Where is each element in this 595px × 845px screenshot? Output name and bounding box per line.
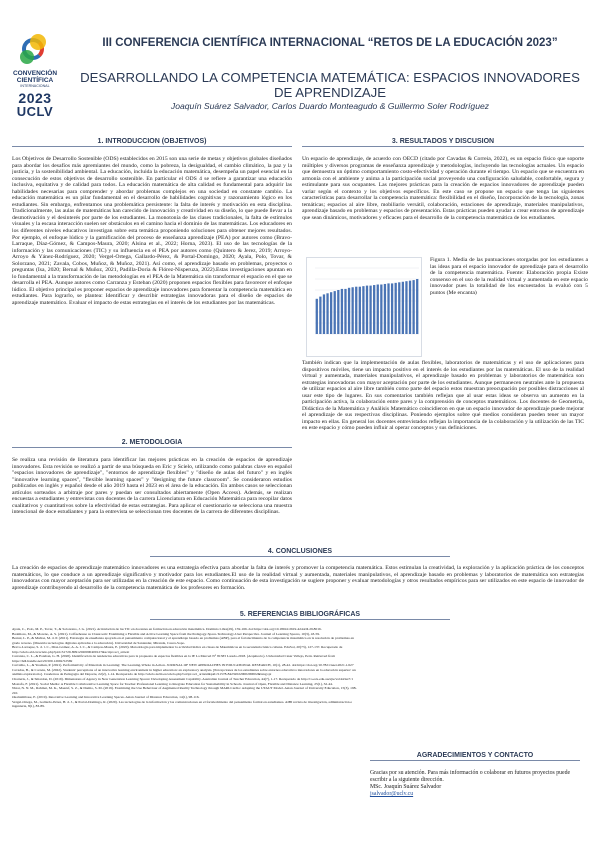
results-text-bottom: También indican que la implementación de aulas flexibles, laboratorios de matemáticas y el uso de aplicaciones para dispositivos móviles, tiene un impacto positivo en el interés de los estudiantes por las matemáticas. El uso de la realidad virtual y aumentada, materiales manipulativos, el aprendizaje basado en problemas y laboratorios de matemática son estrategias innovadoras con mayor aceptación por parte de los estudiantes. Aunque permanecen neutrales ante la propuesta de utilizar espacios al aire libre también como parte del espacio estos muestran preocupación por posibles distracciones al usar este tipo de lugares. En sus comentarios también reflejan que al usar estas ideas se observa un aumento en la participación activa, la colaboración entre pares y la comprensión de conceptos matemáticos. Los docentes de Geometría, Didáctica de la Matemática y Análisis Matemático coincidieron en que un espacio innovador de aprendizaje puede mejorar el aprendizaje de sus respectivas disciplinas. Poniendo ejemplos sobre qué medios consideran pueden tener un mayor impacto en ellas. En general los docentes entrevistados reflejan la importancia de la colaboración y la utilización de las TIC en este espacio y cómo pueden influir al operar conceptos y sus definiciones.	[302, 360, 584, 432]
logo-line-1: CONVENCIÓN	[12, 70, 58, 77]
reference-item: https://hdl.handle.net/20.500.12692/52569	[12, 658, 73, 663]
bar	[409, 281, 411, 334]
reference-item: Bernal, L. P., & Muñoz, M. d. P. (2021). Estrategia de enseñanza apoyada en el pensamiento computacional y el aprendizaje basado en problemas (ABP), para el fortalecimiento de la competencia matemática en la resolución de problemas en	[12, 636, 354, 641]
poster-authors: Joaquín Suárez Salvador, Carlos Duardo Monteagudo & Guillermo Soler Rodríguez	[170, 101, 490, 111]
ack-line: Gracias por su atención. Para más información o colaborar en futuros proyectos puede	[370, 770, 571, 776]
reference-item: Vergel-Ortega, M., Gallardo-Pérez, H. d. J., & Portal-Domingo, R. (2020). Las tecnologías de la información y las comunicaciones en el fortalecimiento del pensamiento formal en estudiantes. AIBI revista de investigación, administración e	[12, 699, 352, 704]
bar	[402, 282, 404, 334]
logo-year: 2023	[18, 89, 52, 106]
ack-heading: AGRADECIMIENTOS Y CONTACTO	[370, 752, 580, 761]
logo-mark-icon	[18, 34, 52, 68]
figure-1-caption: Figura 1. Media de las puntuaciones otorgadas por los estudiantes a las ideas para el espacio innovador de aprendizaje para el desarrollo de la competencia matemática. Fuente: Elaboración propia Existe consenso en el uso de la realidad virtual y aumentada en este espacio innovador pues la totalidad de los encuestados la evaluó con 5 puntos (Me encanta)	[430, 257, 588, 296]
bar	[391, 283, 393, 334]
bar	[405, 281, 407, 334]
bar-chart	[307, 258, 423, 358]
intro-text: Los Objetivos de Desarrollo Sostenible (ODS) establecidos en 2015 son una serie de metas y objetivos globales diseñados para abordar los desafíos más apremiantes del mundo, como la pobreza, la desigualdad, el cambio climático, la paz y la justicia, y la sostenibilidad ambiental. La educación, incluida la educación matemática, desempeña un papel esencial en la consecución de estos objetivos de desarrollo sostenible. En particular el ODS 4 se refiere a garantizar una educación inclusiva, equitativa y de calidad para todos. La educación matemática de alta calidad es fundamental para adquirir las habilidades necesarias para comprender y abordar problemas complejos en una sociedad en constante cambio. La educación matemática es un pilar fundamental en el desarrollo de habilidades cognitivas y razonamiento lógico en los estudiantes. Sin embargo, enfrentamos una problemática persistente: la falta de interés y motivación en esta disciplina. Tradicionalmente, las aulas de matemáticas han carecido de innovación y creatividad en su diseño, lo que puede llevar a la desmotivación y el desinterés por parte de los estudiantes. La monotonía de las clases tradicionales, la falta de estímulos visuales y la escasa interacción suelen ser obstáculos en el camino hacia el dominio de las matemáticas. Los educadores en los diferentes niveles educativos investigan sobre esta temática proponiendo soluciones para obtener mejores resultados. Por ejemplo, el enfoque lúdico y la gamificación del proceso de enseñanza aprendizaje (PEA) por autores como (Bravo-Larraque, Díaz-Gómez, & Campos-Maura, 2020; Alsina et al., 2022; Horna, 2023). El uso de las tecnologías de la información y las comunicaciones (TIC) y su influencia en el PEA por autores como (Quintero & Jerez, 2019; Arroyo-Arroyo & Yánez-Rodríguez, 2020; Vergel-Ortega, Gallardo-Pérez, & Portal-Domingo, 2020; Ayala, Polo, Tovar, & Solorzano, 2021; Zavala, Cobos, Muñoz, & Muñoz, 2021). Así como, el aprendizaje basado en problemas, proyectos o preguntas (Isa, 2020; Bernal & Muñoz, 2021, Padilla-Doria & Flórez-Nisperuza, 2022).Estas investigaciones apuntan en lo fundamental a la transformación de las metodologías en el PEA de la Matemática sin transformar el espacio en el que se desarrolla el PEA. Aunque autores como Carranza y Esteban (2020) proponen espacios flexibles para favorecer el enfoque lúdico. El objetivo principal es proponer espacios de aprendizaje innovadores para fomentar la competencia matemática en estudiantes. Para lograrlo, se plantea: Identificar y describir estrategias innovadoras para el diseño de espacios de aprendizaje matemático. Evaluar el impacto de estas estrategias en el interés de los estudiantes por las matemáticas.	[12, 156, 292, 307]
contact-email[interactable]: jsalvador@uclv.cu	[370, 791, 414, 797]
reference-item: Nizar, N. N. M., Rahmat, M. K., Maaruf, S. Z., & Damio, S. M. (2019). Examining the Use Behaviour of Augmented Reality Technology through MARLCardio: Adapting the UTAUT Model. Asian Journal of University Education, 15(3), 198-	[12, 686, 357, 691]
reference-item: ingeniería, 8(1), 83-89.	[12, 704, 45, 709]
bar	[398, 282, 400, 334]
bar	[348, 288, 350, 334]
reference-item: Ayala, C., Polo, M. P., Tovar, T., & Solorzano, J. G. (2021). Articulación de las TIC en docentes en formación en educación matemática. Dominio Libre(29), 159-166. doi:https://doi.org/10.18041/2619-4244/dl.29.8016.	[12, 627, 322, 631]
bar	[341, 289, 343, 334]
reference-item: Carranza, C. L., & Esteban, G. H. (2020). Identificación de tendencias educativas para la propuesta de espacios flexibles en la IE La Merced N° 81583 Laredo-2018. (Arquitecto). Universidad César Vallejo, Perú. Retrieved from	[12, 654, 336, 659]
bar	[355, 287, 357, 334]
bar	[323, 294, 325, 334]
reference-item: Carvalho, L., & Yeoman, P. (2021). Performativity of Materials in Learning: The Learning-Whole in Action. JOURNAL OF NEW APPROACHES IN EDUCATIONAL RESEARCH, 10(1), 28-42. doi:https://doi.org/10.7821/naer.2021.1.627	[12, 663, 354, 668]
conference-logo	[6, 34, 64, 119]
poster-header	[0, 0, 595, 119]
bar	[352, 287, 354, 334]
conclusions-text: La creación de espacios de aprendizaje matemático innovadores es una estrategia efectiva para abordar la falta de interés y promover la competencia matemática. Estos estimulan la creatividad, la exploración y la aplicación práctica de los conceptos matemáticos, lo que conduce a un aprendizaje significativo y motivador para los estudiantes.El uso de la realidad virtual y aumentada, materiales manipulativos, el aprendizaje basado en problemas y laboratorios de matemática son estrategias innovadoras con mayor aceptación para ser utilizadas en la creación de este espacio. Como continuación de esta investigación se sugiere proponer y evaluar metodologías y otros resultados empíricos para ser utilizados en este espacio de innovador de aprendizaje contribuyendo al desarrollo de la competencia matemática de los profesores en formación.	[12, 565, 584, 591]
reference-item: Charteris, J., & Smardon, D. (2019). Dimensions of Agency in New Generation Learning Spaces: Developing Assessment Capability. Australian Journal of Teacher Education, 44(7), 1-17. Recuperado de http://ro.ecu.edu.au/ajte/vol44/iss7/1	[12, 677, 353, 682]
conclusions-heading: 4. CONCLUSIONES	[150, 548, 450, 557]
logo-line-2: CIENTÍFICA	[16, 76, 54, 84]
ack-line: escribir a la siguiente dirección.	[370, 777, 444, 783]
bar	[366, 286, 368, 334]
reference-item: análisis exploratorio]. Cuadernos de Pedagogía del Deporte, 22(2), 1-14. Recuperado de http://scielo.isciii.es/scielo.php?script=sci_arttext&pid=S1578-84232022000200002&lang=pt	[12, 672, 272, 677]
bar	[337, 290, 339, 334]
bar	[412, 280, 414, 334]
references-list	[12, 627, 582, 752]
conference-title: III CONFERENCIA CIENTÍFICA INTERNACIONAL “RETOS DE LA EDUCACIÓN 2023”	[102, 37, 558, 49]
reference-item: Cavadas, B., & Correia, M. (2022). Students' perceptions of an innovative learning environment in higher education: an exploratory analysis. [Percepciones de los estudiantes sobre entornos educativos innovadores en la educación superior: un	[12, 667, 356, 672]
bar	[319, 297, 321, 334]
reference-item: Mostafa, F. (2021). Social Media: A Flexible Collaborative Learning Space for Teacher Professional Learning to Integrate Education for Sustainability in Schools. Journal of Open, Flexible and Distance Learning, 25(1), 32-44.	[12, 681, 333, 686]
bar	[373, 285, 375, 334]
reference-item: http://scielo.sld.cu/scielo.php?pid=S1729-80912020000400127&script=sci_arttext	[12, 649, 130, 654]
reference-item: Bravo-Larraque, S. d. l. C., Díaz-Gómez, A. A. I. C., & Campos-Maura, E. (2020). Metodología para implementar la actividad lúdica en clases de Matemáticas en la secundaria básica cubana. EduSol, 20(73), 127-137. Recuperado de	[12, 645, 343, 650]
method-text: Se realiza una revisión de literatura para identificar las mejores prácticas en la creación de espacios de aprendizaje innovadores. Esta revisión se realizó a partir de una búsqueda en Eric y Scielo, utilizando como palabras clave en español "espacios innovadores de aprendizaje", "entornos de aprendizaje flexibles" y "diseño de aulas del futuro" y en inglés "innovative learning spaces", "flexible learning spaces" y "designing the future classroom". Se consideraron estudios publicados en inglés y español desde el año 2019 hasta el 2023 en el área de la educación. En ambos casos se seleccionan artículos sorteados a arbitraje por pares y puedan ser consultados abiertamente (Open Access). Además, se realizan encuestas a estudiantes y entrevistas con docentes de la carrera Licenciatura en Educación Matemática para recopilar datos cualitativos y cuantitativos sobre la efectividad de estas estrategias. Para aplicar el cuestionario se selecciona una muestra intencional de doce estudiantes y para la entrevista se seleccionan tres docentes de la carrera de diferentes disciplinas.	[12, 457, 292, 516]
bar	[380, 285, 382, 335]
logo-institution: UCLV	[16, 103, 54, 119]
method-heading: 2. METODOLOGIA	[12, 439, 292, 448]
bar	[359, 287, 361, 334]
bar	[316, 299, 318, 334]
reference-item: Oualaimibase, E. (2019). Innovative Learning and Innovative Learning Spaces. Asian Journal of Distance Education, 14(1), 98-116.	[12, 695, 200, 700]
bar	[395, 283, 397, 334]
ack-body	[370, 770, 580, 798]
bar	[344, 289, 346, 334]
results-heading: 3. RESULTADOS Y DISCUSION	[302, 138, 584, 147]
bar	[416, 279, 418, 334]
bar	[326, 293, 328, 334]
bar	[334, 291, 336, 334]
reference-item: Baalmoss, M., & Moreno, A. S. (2021). Coffeehouse as Classroom: Examining a Flexible and Active Learning Space from the Pedagogy-Space-Technology-User Perspective. Journal of Learning Spaces, 10(3), 43-59.	[12, 631, 320, 636]
bar	[330, 292, 332, 334]
poster-title: DESARROLLANDO LA COMPETENCIA MATEMÁTICA: ESPACIOS INNOVADORES DE APRENDIZAJE	[80, 70, 580, 100]
results-text-top: Un espacio de aprendizaje, de acuerdo con OECD (citado por Cavadas & Correia, 2022), es un espacio físico que soporte múltiples y diversos programas de enseñanza aprendizaje y metodologías, incluyendo las tecnologías actuales. Un espacio que demuestra un óptimo comportamiento costo-efectividad y operación durante el tiempo. Un espacio que se encuentra en armonía con el ambiente y anima a la participación social proveyendo una configuración saludable, confortable, segura y estimulante para sus ocupantes. Las mejores prácticas para la creación de espacios innovadores de aprendizaje pueden variar según el contexto y los objetivos específicos. En este caso se propone un espacio que tenga las siguientes características para desarrollar la competencia matemática: flexibilidad en el diseño, Incorporación de la tecnología, zonas temáticas; espacios al aire libre, mobiliario versátil, colaboración, estaciones de aprendizaje, materiales manipulativos, aprendizaje basado en problemas y espacios de presentación. Estas prácticas pueden ayudar a crear entornos de aprendizaje que sean dinámicos, motivadores y eficaces para el desarrollo de la competencia matemática de los estudiantes.	[302, 156, 584, 221]
ack-line: MSc. Joaquín Suárez Salvador	[370, 784, 442, 790]
references-heading: 5. REFERENCIAS BIBLIOGRÁFICAS	[150, 611, 450, 620]
bar	[387, 283, 389, 334]
bar	[369, 286, 371, 334]
reference-item: 210.	[12, 690, 19, 695]
figure-1-chart	[306, 257, 422, 357]
bar	[384, 284, 386, 334]
bar	[362, 286, 364, 334]
logo-line-3: INTERNACIONAL	[20, 84, 50, 88]
reference-item: grado noveno. (Maestría tecnologías digitales aplicadas a la educación). Universidad de Santander, Miranda, Cauca-Sopo.	[12, 640, 186, 645]
intro-heading: 1. INTRODUCCION (OBJETIVOS)	[12, 138, 292, 147]
bar	[377, 285, 379, 335]
